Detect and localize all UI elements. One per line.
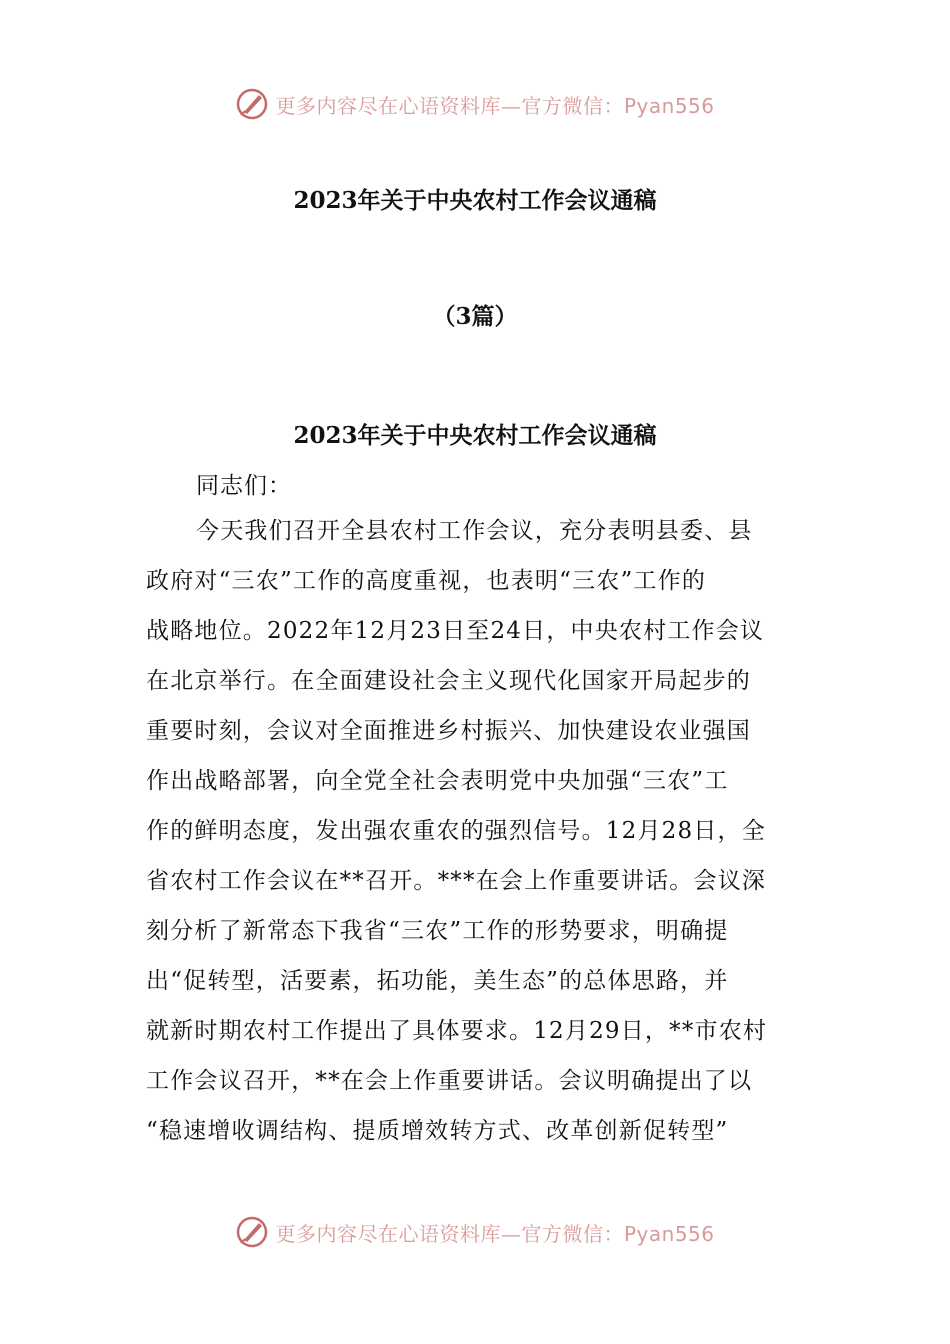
body-line: 政府对“三农”工作的高度重视，也表明“三农”工作的: [146, 568, 707, 594]
body-line: 就新时期农村工作提出了具体要求。12月29日，**市农村: [146, 1018, 768, 1044]
body-line: “稳速增收调结构、提质增效转方式、改革创新促转型”: [146, 1118, 729, 1144]
document-title: 2023年关于中央农村工作会议通稿: [293, 187, 657, 214]
body-line: 省农村工作会议在**召开。***在会上作重要讲话。会议深: [146, 868, 767, 894]
pen-logo-icon: [235, 87, 269, 121]
body-line: 工作会议召开，**在会上作重要讲话。会议明确提出了以: [146, 1068, 753, 1094]
header-watermark: [0, 84, 950, 124]
section-title: 2023年关于中央农村工作会议通稿: [293, 422, 657, 449]
salutation: 同志们：: [196, 473, 292, 499]
document-count: （3篇）: [432, 303, 518, 330]
body-line: 作的鲜明态度，发出强农重农的强烈信号。12月28日，全: [146, 818, 766, 844]
body-line: 今天我们召开全县农村工作会议，充分表明县委、县: [196, 518, 753, 544]
body-line: 在北京举行。在全面建设社会主义现代化国家开局起步的: [146, 668, 751, 694]
body-text: [146, 516, 806, 1166]
watermark-text: 更多内容尽在心语资料库—官方微信：Pyan556: [275, 93, 715, 118]
pen-logo-icon: [235, 1215, 269, 1249]
footer-watermark: [0, 1212, 950, 1252]
body-line: 战略地位。2022年12月23日至24日，中央农村工作会议: [146, 618, 765, 644]
body-line: 出“促转型，活要素，拓功能，美生态”的总体思路，并: [146, 968, 729, 994]
body-line: 作出战略部署，向全党全社会表明党中央加强“三农”工: [146, 768, 729, 794]
body-line: 刻分析了新常态下我省“三农”工作的形势要求，明确提: [146, 918, 729, 944]
watermark-text: 更多内容尽在心语资料库—官方微信：Pyan556: [275, 1221, 715, 1246]
body-line: 重要时刻，会议对全面推进乡村振兴、加快建设农业强国: [146, 718, 751, 744]
